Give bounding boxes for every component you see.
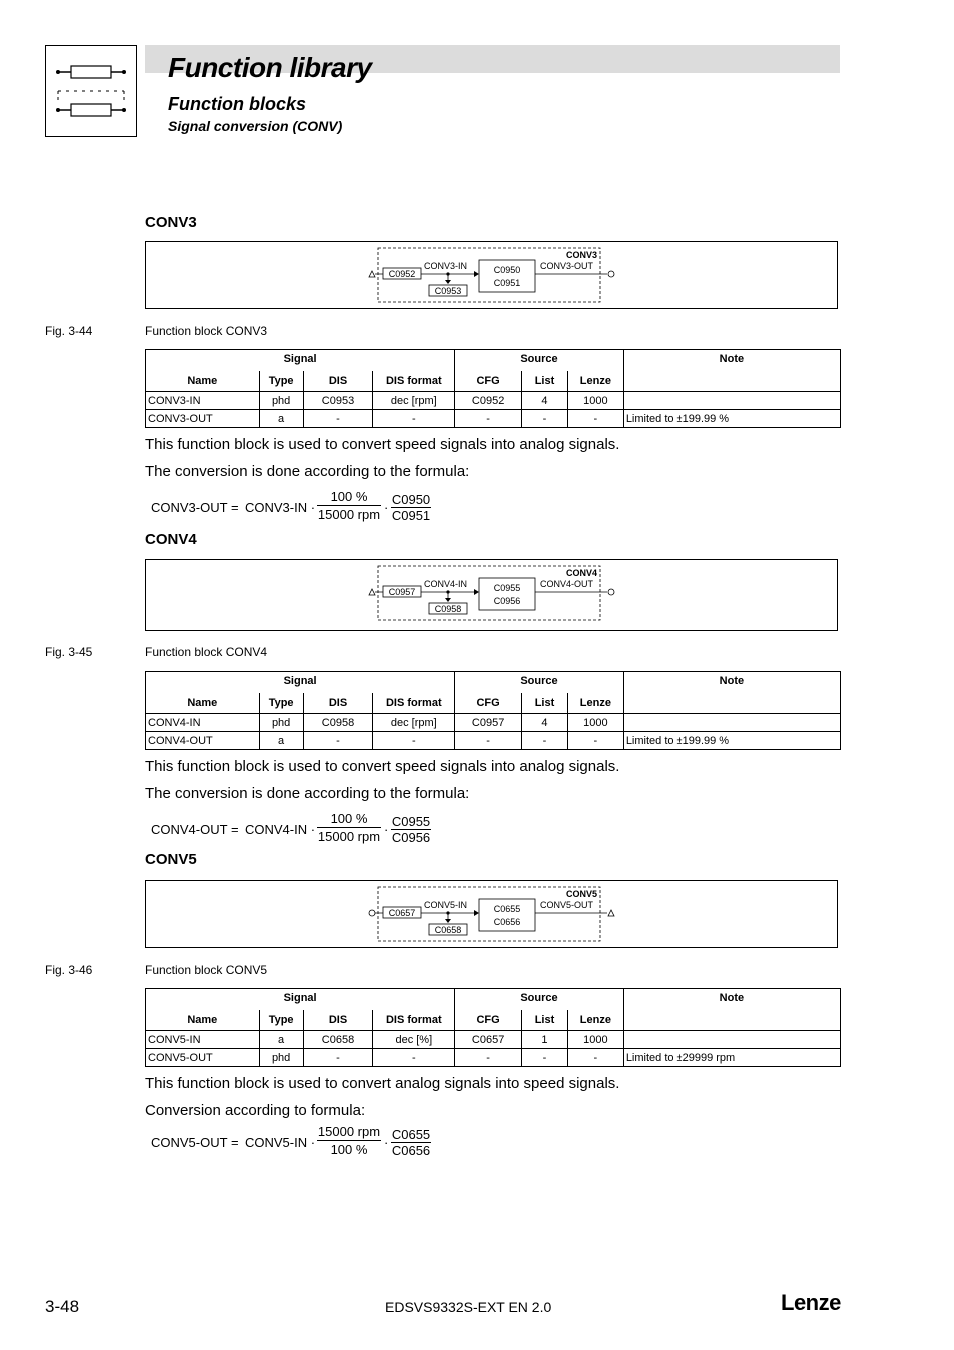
conversion-formula <box>145 812 465 848</box>
fraction-denominator: 15000 rpm <box>317 507 381 522</box>
column-header: DIS <box>303 1010 373 1031</box>
table-cell: CONV5-IN <box>146 1031 260 1049</box>
diagram-svg <box>146 560 837 630</box>
parameter-numerator-label: C0655 <box>493 904 521 914</box>
fraction-bar <box>317 1140 381 1141</box>
column-header: Type <box>259 371 303 392</box>
input-signal-label: CONV4-IN <box>424 579 468 589</box>
dis-code-label: C0953 <box>434 286 462 296</box>
table-cell: 1000 <box>567 392 623 410</box>
fraction-denominator: C0951 <box>391 508 431 523</box>
parameter-fraction <box>391 492 431 523</box>
column-header: Name <box>146 693 260 714</box>
table-cell: dec [rpm] <box>373 392 455 410</box>
fraction-numerator: C0950 <box>391 492 431 507</box>
column-header: CFG <box>455 1010 522 1031</box>
signal-table <box>145 349 841 428</box>
arrow-right-icon <box>474 910 479 916</box>
parameter-denominator-label: C0951 <box>493 278 521 288</box>
block-heading: CONV4 <box>145 531 197 548</box>
fraction-denominator: C0956 <box>391 830 431 845</box>
diagram-svg <box>146 881 837 947</box>
table-cell <box>623 1031 840 1049</box>
table-cell: - <box>455 1049 522 1067</box>
column-header: DIS <box>303 371 373 392</box>
table-cell: a <box>259 410 303 428</box>
input-triangle-icon <box>369 589 375 595</box>
table-cell: - <box>522 410 568 428</box>
table-cell: a <box>259 1031 303 1049</box>
column-header: DIS format <box>373 371 455 392</box>
formula-intro-text: The conversion is done according to the formula: <box>145 463 470 480</box>
table-cell: - <box>567 1049 623 1067</box>
header-source: Source <box>455 672 624 693</box>
table-cell: C0657 <box>455 1031 522 1049</box>
column-header: List <box>522 371 568 392</box>
formula-input-var: CONV4-IN · <box>245 822 316 837</box>
junction-dot <box>446 272 449 275</box>
table-cell: C0952 <box>455 392 522 410</box>
table-cell: 1000 <box>567 714 623 732</box>
table-row <box>146 1049 841 1067</box>
header-signal: Signal <box>146 989 455 1010</box>
figure-caption: Function block CONV3 <box>145 324 268 338</box>
conversion-formula <box>145 1125 465 1161</box>
formula-lhs: CONV4-OUT <box>151 822 228 837</box>
block-heading: CONV5 <box>145 851 197 868</box>
description-text: This function block is used to convert speed signals into analog signals. <box>145 436 620 453</box>
column-header: Lenze <box>567 693 623 714</box>
column-header: DIS <box>303 693 373 714</box>
column-header: Lenze <box>567 371 623 392</box>
column-header: Type <box>259 693 303 714</box>
figure-number: Fig. 3-46 <box>45 963 93 977</box>
output-signal-label: CONV4-OUT <box>540 579 594 589</box>
header-note: Note <box>623 672 840 714</box>
table-cell: C0957 <box>455 714 522 732</box>
table-cell <box>623 714 840 732</box>
diagram-svg <box>146 242 837 308</box>
function-block-icon <box>46 46 136 136</box>
arrow-down-icon <box>445 598 451 602</box>
fraction-numerator: 15000 rpm <box>317 1124 381 1139</box>
table-cell: 4 <box>522 392 568 410</box>
output-signal-label: CONV3-OUT <box>540 261 594 271</box>
formula-lhs: CONV3-OUT <box>151 500 228 515</box>
block-heading: CONV3 <box>145 214 197 231</box>
junction-dot <box>446 911 449 914</box>
arrow-down-icon <box>445 919 451 923</box>
table-row <box>146 732 841 750</box>
document-id: EDSVS9332S-EXT EN 2.0 <box>385 1299 552 1315</box>
header-source: Source <box>455 350 624 371</box>
formula-dot: · <box>384 822 389 837</box>
signal-table <box>145 671 841 750</box>
brand-logo: Lenze <box>781 1290 841 1315</box>
input-code-label: C0657 <box>388 908 416 918</box>
table-cell: - <box>373 732 455 750</box>
dis-code-label: C0958 <box>434 604 462 614</box>
table-cell: C0953 <box>303 392 373 410</box>
table-row <box>146 1031 841 1049</box>
fraction-denominator: 15000 rpm <box>317 829 381 844</box>
table-cell: C0658 <box>303 1031 373 1049</box>
output-signal-label: CONV5-OUT <box>540 900 594 910</box>
column-header: DIS format <box>373 693 455 714</box>
block-name-label: CONV5 <box>565 889 597 899</box>
fraction-denominator: C0656 <box>391 1143 431 1158</box>
table-cell: a <box>259 732 303 750</box>
unit-fraction <box>317 1124 381 1157</box>
input-signal-label: CONV3-IN <box>424 261 468 271</box>
signal-table <box>145 988 841 1067</box>
table-cell: - <box>455 732 522 750</box>
arrow-right-icon <box>474 589 479 595</box>
figure-caption: Function block CONV5 <box>145 963 268 977</box>
page-title: Function library <box>168 52 372 83</box>
table-cell: dec [%] <box>373 1031 455 1049</box>
figure-number: Fig. 3-45 <box>45 645 93 659</box>
table-cell: Limited to ±199.99 % <box>623 410 840 428</box>
table-cell: phd <box>259 1049 303 1067</box>
table-row <box>146 714 841 732</box>
table-cell: phd <box>259 714 303 732</box>
parameter-numerator-label: C0950 <box>493 265 521 275</box>
table-row <box>146 410 841 428</box>
fraction-bar <box>317 505 381 506</box>
table-cell: C0958 <box>303 714 373 732</box>
table-cell: - <box>567 410 623 428</box>
table-cell: dec [rpm] <box>373 714 455 732</box>
dis-code-label: C0658 <box>434 925 462 935</box>
table-cell: 4 <box>522 714 568 732</box>
input-code-label: C0957 <box>388 587 416 597</box>
header-note: Note <box>623 350 840 392</box>
fraction-numerator: 100 % <box>330 489 368 504</box>
description-text: This function block is used to convert speed signals into analog signals. <box>145 758 620 775</box>
column-header: CFG <box>455 693 522 714</box>
input-code-label: C0952 <box>388 269 416 279</box>
table-cell: 1000 <box>567 1031 623 1049</box>
table-cell: Limited to ±199.99 % <box>623 732 840 750</box>
parameter-denominator-label: C0656 <box>493 917 521 927</box>
table-cell: - <box>303 1049 373 1067</box>
arrow-down-icon <box>445 280 451 284</box>
table-cell: - <box>303 410 373 428</box>
page-subtitle: Function blocks <box>168 94 307 114</box>
column-header: List <box>522 1010 568 1031</box>
block-name-label: CONV3 <box>565 250 597 260</box>
formula-dot: · <box>384 1135 389 1150</box>
arrow-right-icon <box>474 271 479 277</box>
chapter-logo <box>45 45 137 137</box>
table-cell: - <box>455 410 522 428</box>
table-cell: CONV3-IN <box>146 392 260 410</box>
formula-intro-text: The conversion is done according to the formula: <box>145 785 470 802</box>
function-block-diagram <box>145 241 838 309</box>
table-cell: phd <box>259 392 303 410</box>
header-signal: Signal <box>146 672 455 693</box>
output-triangle-icon <box>608 910 614 916</box>
parameter-denominator-label: C0956 <box>493 596 521 606</box>
header-note: Note <box>623 989 840 1031</box>
input-circle-icon <box>369 910 375 916</box>
column-header: Name <box>146 1010 260 1031</box>
formula-equals: = <box>231 500 239 515</box>
formula-input-var: CONV5-IN · <box>245 1135 316 1150</box>
table-cell: CONV5-OUT <box>146 1049 260 1067</box>
column-header: Lenze <box>567 1010 623 1031</box>
conversion-formula <box>145 490 465 526</box>
description-text: This function block is used to convert analog signals into speed signals. <box>145 1075 620 1092</box>
table-cell: CONV4-OUT <box>146 732 260 750</box>
unit-fraction <box>317 811 381 844</box>
section-title: Signal conversion (CONV) <box>168 118 343 134</box>
parameter-fraction <box>391 1127 431 1158</box>
parameter-fraction <box>391 814 431 845</box>
table-cell: CONV3-OUT <box>146 410 260 428</box>
column-header: Type <box>259 1010 303 1031</box>
table-cell: Limited to ±29999 rpm <box>623 1049 840 1067</box>
junction-dot <box>446 590 449 593</box>
formula-lhs: CONV5-OUT <box>151 1135 228 1150</box>
table-cell: - <box>373 1049 455 1067</box>
column-header: List <box>522 693 568 714</box>
block-name-label: CONV4 <box>565 568 597 578</box>
figure-number: Fig. 3-44 <box>45 324 93 338</box>
formula-equals: = <box>231 1135 239 1150</box>
figure-caption: Function block CONV4 <box>145 645 268 659</box>
table-cell: - <box>303 732 373 750</box>
column-header: CFG <box>455 371 522 392</box>
input-triangle-icon <box>369 271 375 277</box>
table-row <box>146 392 841 410</box>
table-cell <box>623 392 840 410</box>
fraction-numerator: C0655 <box>391 1127 431 1142</box>
output-circle-icon <box>608 271 614 277</box>
page-number: 3-48 <box>45 1297 80 1316</box>
formula-dot: · <box>384 500 389 515</box>
table-cell: CONV4-IN <box>146 714 260 732</box>
fraction-numerator: 100 % <box>330 811 368 826</box>
header-source: Source <box>455 989 624 1010</box>
formula-intro-text: Conversion according to formula: <box>145 1102 366 1119</box>
header-signal: Signal <box>146 350 455 371</box>
fraction-denominator: 100 % <box>330 1142 368 1157</box>
formula-input-var: CONV3-IN · <box>245 500 316 515</box>
table-cell: 1 <box>522 1031 568 1049</box>
function-block-diagram <box>145 559 838 631</box>
table-cell: - <box>373 410 455 428</box>
table-cell: - <box>522 1049 568 1067</box>
column-header: Name <box>146 371 260 392</box>
column-header: DIS format <box>373 1010 455 1031</box>
output-circle-icon <box>608 589 614 595</box>
table-cell: - <box>522 732 568 750</box>
table-cell: - <box>567 732 623 750</box>
function-block-diagram <box>145 880 838 948</box>
input-signal-label: CONV5-IN <box>424 900 468 910</box>
fraction-bar <box>317 827 381 828</box>
parameter-numerator-label: C0955 <box>493 583 521 593</box>
fraction-numerator: C0955 <box>391 814 431 829</box>
unit-fraction <box>317 489 381 522</box>
formula-equals: = <box>231 822 239 837</box>
